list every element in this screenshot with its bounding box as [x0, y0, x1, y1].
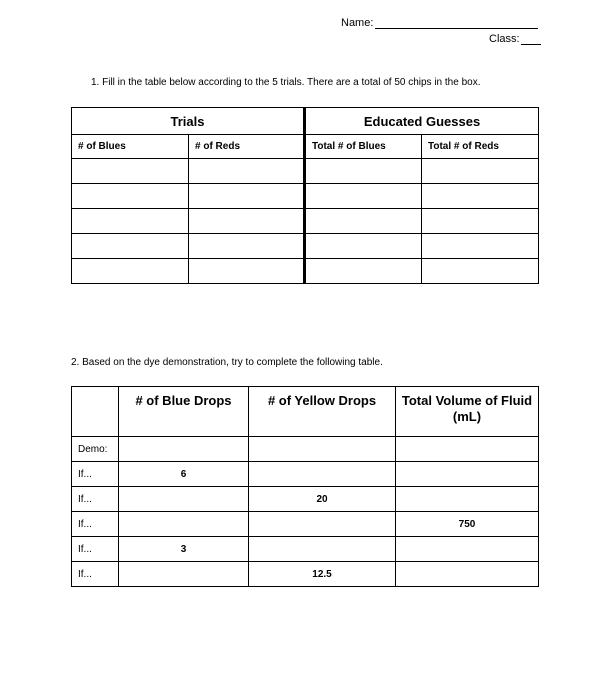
row-label: If... [72, 487, 119, 512]
table-cell[interactable] [422, 184, 539, 209]
name-field[interactable] [341, 16, 538, 29]
table-cell[interactable] [396, 437, 539, 462]
table-cell[interactable] [422, 259, 539, 284]
table-cell[interactable] [119, 487, 249, 512]
trials-table [71, 107, 539, 284]
table-cell[interactable] [189, 259, 305, 284]
table-cell[interactable] [189, 184, 305, 209]
table-cell[interactable]: 750 [396, 512, 539, 537]
column-header-total-volume: Total Volume of Fluid (mL) [396, 387, 539, 437]
table-cell[interactable] [396, 562, 539, 587]
table-cell[interactable] [72, 234, 189, 259]
table-cell[interactable] [305, 259, 422, 284]
table-cell[interactable] [422, 234, 539, 259]
table-row [72, 537, 539, 562]
table-row [72, 209, 539, 234]
table-row [72, 184, 539, 209]
group-header-trials: Trials [72, 108, 305, 135]
table-row [72, 159, 539, 184]
table-cell[interactable] [249, 437, 396, 462]
table-cell[interactable] [305, 184, 422, 209]
table-row [72, 462, 539, 487]
table-cell[interactable] [305, 234, 422, 259]
column-header-yellow-drops: # of Yellow Drops [249, 387, 396, 437]
table-cell[interactable]: 12.5 [249, 562, 396, 587]
column-header-blues: # of Blues [72, 135, 189, 159]
column-header-reds: # of Reds [189, 135, 305, 159]
class-field[interactable] [489, 32, 541, 45]
table-cell[interactable] [422, 209, 539, 234]
table-cell[interactable] [72, 159, 189, 184]
table-cell[interactable]: 6 [119, 462, 249, 487]
table-row [72, 487, 539, 512]
table-cell[interactable] [249, 462, 396, 487]
column-header-blue-drops: # of Blue Drops [119, 387, 249, 437]
class-blank-line[interactable] [521, 32, 541, 45]
table-cell[interactable] [119, 512, 249, 537]
table-cell[interactable] [305, 159, 422, 184]
row-label: If... [72, 462, 119, 487]
row-label: If... [72, 562, 119, 587]
table-cell[interactable] [72, 259, 189, 284]
table-cell[interactable] [396, 537, 539, 562]
table-cell[interactable] [119, 562, 249, 587]
table-cell[interactable] [119, 437, 249, 462]
table-cell[interactable] [305, 209, 422, 234]
table-row [72, 437, 539, 462]
column-header-total-reds: Total # of Reds [422, 135, 539, 159]
table-cell[interactable] [396, 462, 539, 487]
table-row [72, 259, 539, 284]
table-cell[interactable] [189, 234, 305, 259]
table-cell[interactable] [396, 487, 539, 512]
table-cell[interactable]: 3 [119, 537, 249, 562]
table-cell[interactable]: 20 [249, 487, 396, 512]
class-label: Class: [489, 33, 520, 45]
row-label: Demo: [72, 437, 119, 462]
table-cell[interactable] [422, 159, 539, 184]
question-2-text: 2. Based on the dye demonstration, try to complete the following table. [71, 357, 383, 368]
column-header-row-label [72, 387, 119, 437]
name-blank-line[interactable] [375, 16, 538, 29]
table-cell[interactable] [72, 209, 189, 234]
table-cell[interactable] [72, 184, 189, 209]
table-cell[interactable] [189, 209, 305, 234]
column-header-total-blues: Total # of Blues [305, 135, 422, 159]
table-cell[interactable] [249, 512, 396, 537]
row-label: If... [72, 537, 119, 562]
table-row [72, 512, 539, 537]
dye-demonstration-table [71, 386, 539, 587]
question-1-text: 1. Fill in the table below according to the 5 trials. There are a total of 50 chips in the box. [91, 77, 481, 88]
table-row [72, 234, 539, 259]
group-header-educated-guesses: Educated Guesses [305, 108, 539, 135]
row-label: If... [72, 512, 119, 537]
name-label: Name: [341, 17, 374, 29]
table-row [72, 562, 539, 587]
table-cell[interactable] [249, 537, 396, 562]
table-cell[interactable] [189, 159, 305, 184]
